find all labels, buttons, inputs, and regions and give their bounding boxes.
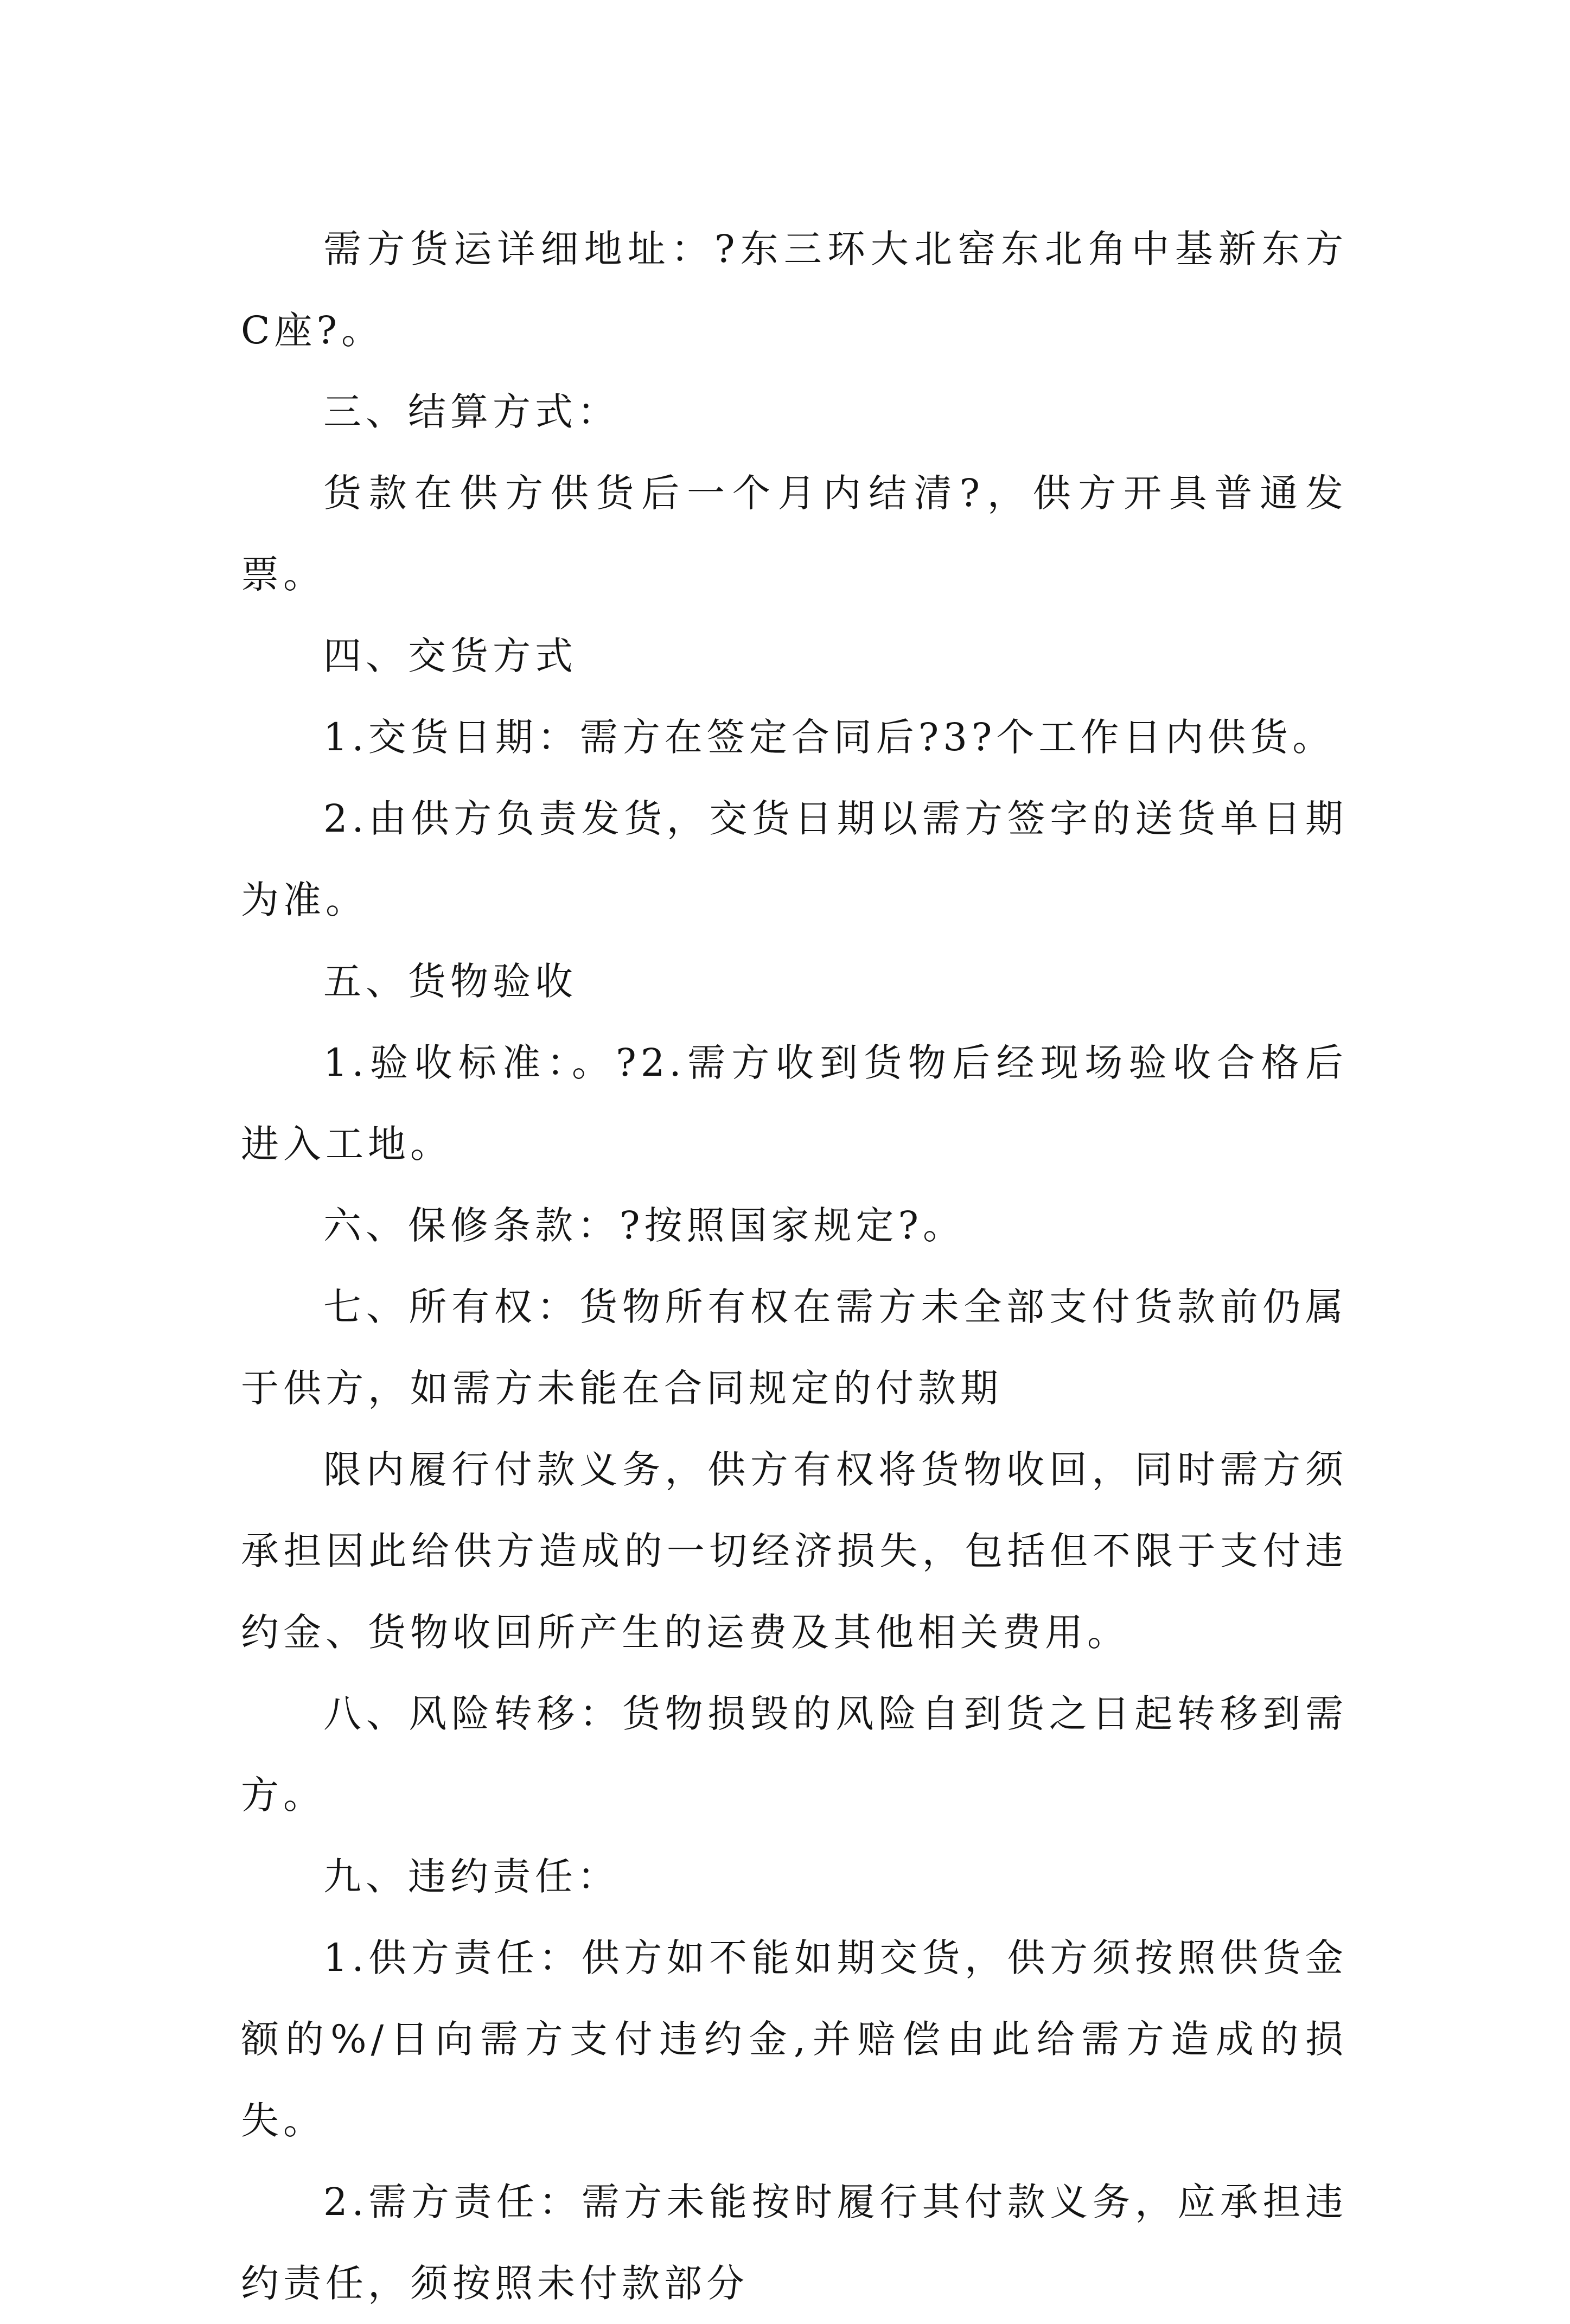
heading-settlement-method: 三、结算方式： (323, 390, 620, 434)
paragraph-ownership: 七、所有权：货物所有权在需方未全部支付货款前仍属于供方，如需方未能在合同规定的付款期 (241, 1285, 1348, 1410)
paragraph-warranty: 六、保修条款：?按照国家规定?。 (323, 1203, 966, 1248)
paragraph-settlement-terms: 货款在供方供货后一个月内结清?，供方开具普通发票。 (241, 471, 1348, 597)
heading-goods-acceptance: 五、货物验收 (323, 959, 577, 1004)
paragraph-shipping-address: 需方货运详细地址：?东三环大北窑东北角中基新东方C座?。 (241, 227, 1348, 353)
heading-delivery-method: 四、交货方式 (323, 634, 577, 678)
document-body (241, 208, 1348, 2324)
heading-breach-liability: 九、违约责任： (323, 1854, 620, 1899)
paragraph-supplier-liability: 1.供方责任：供方如不能如期交货，供方须按照供货金额的%/日向需方支付违约金,并赔偿由此给需方造成的损失。 (241, 1936, 1348, 2143)
paragraph-acceptance-standard: 1.验收标准：。?2.需方收到货物后经现场验收合格后进入工地。 (241, 1040, 1348, 1166)
paragraph-ownership-continued: 限内履行付款义务，供方有权将货物收回，同时需方须承担因此给供方造成的一切经济损失，包括但不限于支付违约金、货物收回所产生的运费及其他相关费用。 (241, 1447, 1348, 1655)
paragraph-buyer-liability: 2.需方责任：需方未能按时履行其付款义务，应承担违约责任，须按照未付款部分 (241, 2180, 1348, 2306)
paragraph-delivery-responsibility: 2.由供方负责发货，交货日期以需方签字的送货单日期为准。 (241, 796, 1348, 922)
paragraph-delivery-date: 1.交货日期：需方在签定合同后?3?个工作日内供货。 (323, 715, 1335, 759)
paragraph-risk-transfer: 八、风险转移：货物损毁的风险自到货之日起转移到需方。 (241, 1691, 1348, 1817)
